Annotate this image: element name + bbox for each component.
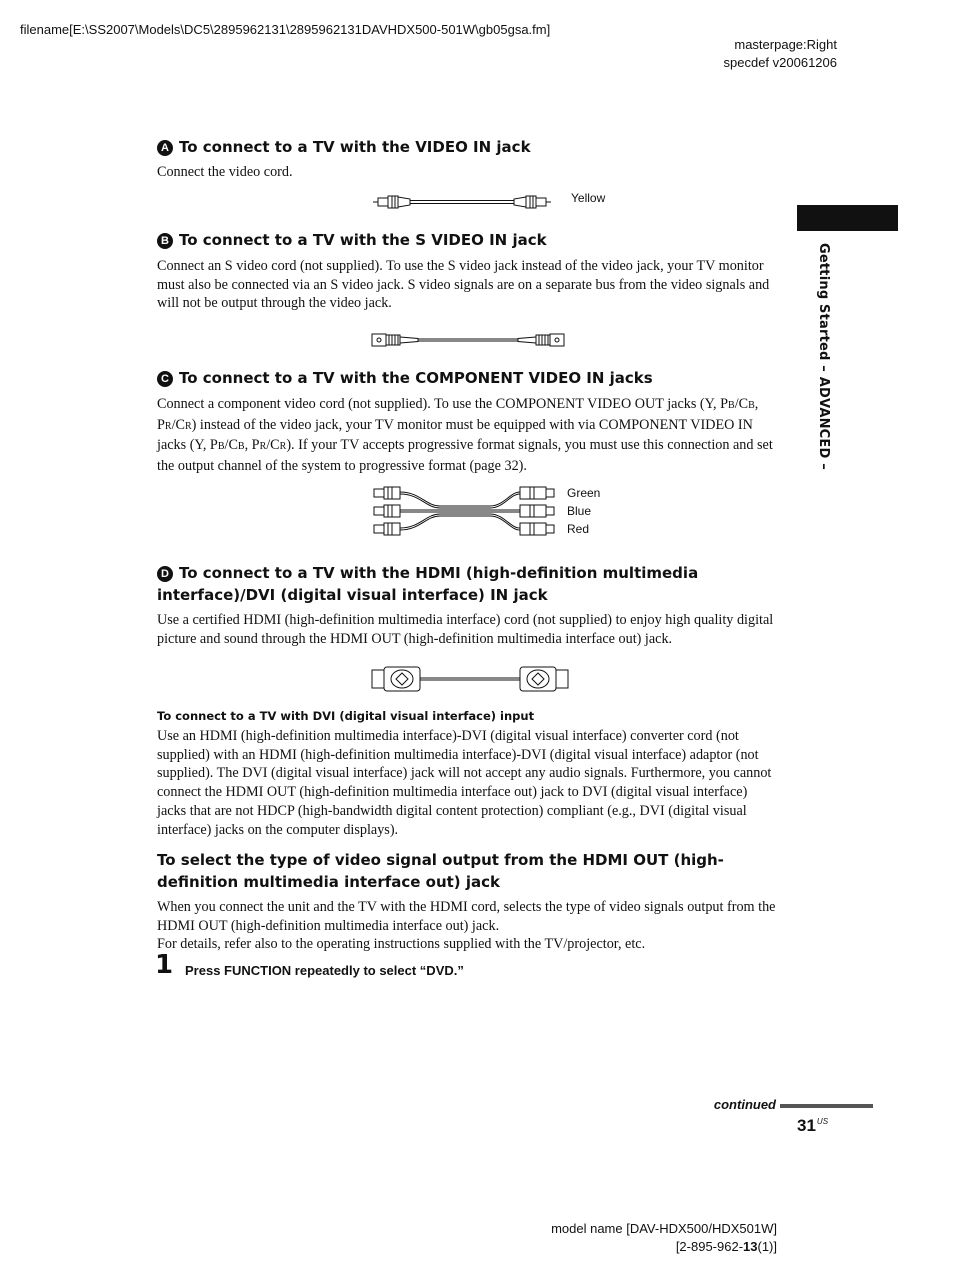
masterpage-header [600,36,837,72]
cable-label-red: Red [567,522,590,536]
specdef-label: specdef v20061206 [723,55,837,70]
step-text: Press FUNCTION repeatedly to select “DVD.” [185,963,464,978]
body-select-output [157,898,779,954]
page-suffix: US [816,1117,829,1127]
cable-label-green: Green [567,486,601,500]
masterpage-label: masterpage:Right [734,37,837,52]
heading-section-a [157,136,531,158]
continued-rule [780,1104,873,1108]
badge-d-icon: D [157,566,173,582]
heading-section-d [157,562,757,606]
cable-label-yellow: Yellow [571,191,606,205]
step-number: 1 [155,950,174,980]
sidebar-tab-block [797,205,898,231]
heading-c-text: To connect to a TV with the COMPONENT VIDEO IN jacks [179,369,653,387]
continued-label: continued [713,1097,776,1112]
hdmi-cord-icon [370,664,570,694]
component-video-cord-icon [370,483,566,543]
body-dvi: Use an HDMI (high-definition multimedia interface)-DVI (digital visual interface) converter cord (not supplied) with an HDMI (high-definition multimedia interface)-DVI (digital visual interface) adaptor (not supplied). The DVI (digital visual interface) jack will not accept any audio signals. Furthermore, you cannot connect the HDMI OUT (high-definition multimedia interface out) jack to DVI (digital visual interface) jacks that are not HDCP (high-bandwidth digital content protection) compliant (e.g., DVI (digital visual interface) jacks on the computer displays). [157,728,772,838]
badge-a-icon: A [157,140,173,156]
body-section-a: Connect the video cord. [157,164,293,180]
model-name: model name [DAV-HDX500/HDX501W] [551,1221,777,1236]
sidebar-section-label: Getting Started – ADVANCED – [816,243,831,470]
body-section-c: Connect a component video cord (not supplied). To use the COMPONENT VIDEO OUT jacks (Y, PB/CB, PR/CR) instead of the video jack, your TV monitor must be equipped with via COMPONENT VIDEO IN jacks (Y, PB/CB, PR/CR). If your TV accepts progressive format signals, you must use this connection and set the output channel of the system to progressive format (page 32). [157,396,773,475]
heading-b-text: To connect to a TV with the S VIDEO IN jack [179,231,547,249]
s-video-cord-icon [370,330,566,350]
body-select-para-2: For details, refer also to the operating instructions supplied with the TV/projector, etc. [157,936,646,953]
body-select-para-1: When you connect the unit and the TV with the HDMI cord, selects the type of video signals output from the HDMI OUT (high-definition multimedia interface out) jack. [157,899,776,934]
heading-d-text: To connect to a TV with the HDMI (high-definition multimedia interface)/DVI (digital visual interface) IN jack [157,564,699,604]
part-number: [2-895-962-13(1)] [675,1239,777,1254]
body-section-d: Use a certified HDMI (high-definition multimedia interface) cord (not supplied) to enjoy high quality digital picture and sound through the HDMI OUT (high-definition multimedia interface out) jack. [157,612,774,647]
heading-select-output: To select the type of video signal output from the HDMI OUT (high-definition multimedia interface out) jack [157,851,724,891]
heading-dvi: To connect to a TV with DVI (digital visual interface) input [157,709,535,723]
cable-label-blue: Blue [567,504,592,518]
filename-header: filename[E:\SS2007\Models\DC5\2895962131\2895962131DAVHDX500-501W\gb05gsa.fm] [20,22,551,37]
page-number-value: 31 [797,1116,816,1135]
page-number [797,1116,828,1136]
video-cord-icon [372,189,568,215]
heading-section-b [157,229,547,251]
model-footer [520,1220,777,1256]
heading-a-text: To connect to a TV with the VIDEO IN jack [179,138,531,156]
heading-section-c [157,367,653,389]
body-section-b: Connect an S video cord (not supplied). To use the S video jack instead of the video jack, your TV monitor must also be connected via an S video jack. S video signals are on a separate bus from the video signals and will not be output through the video jack. [157,258,770,312]
badge-c-icon: C [157,371,173,387]
badge-b-icon: B [157,233,173,249]
